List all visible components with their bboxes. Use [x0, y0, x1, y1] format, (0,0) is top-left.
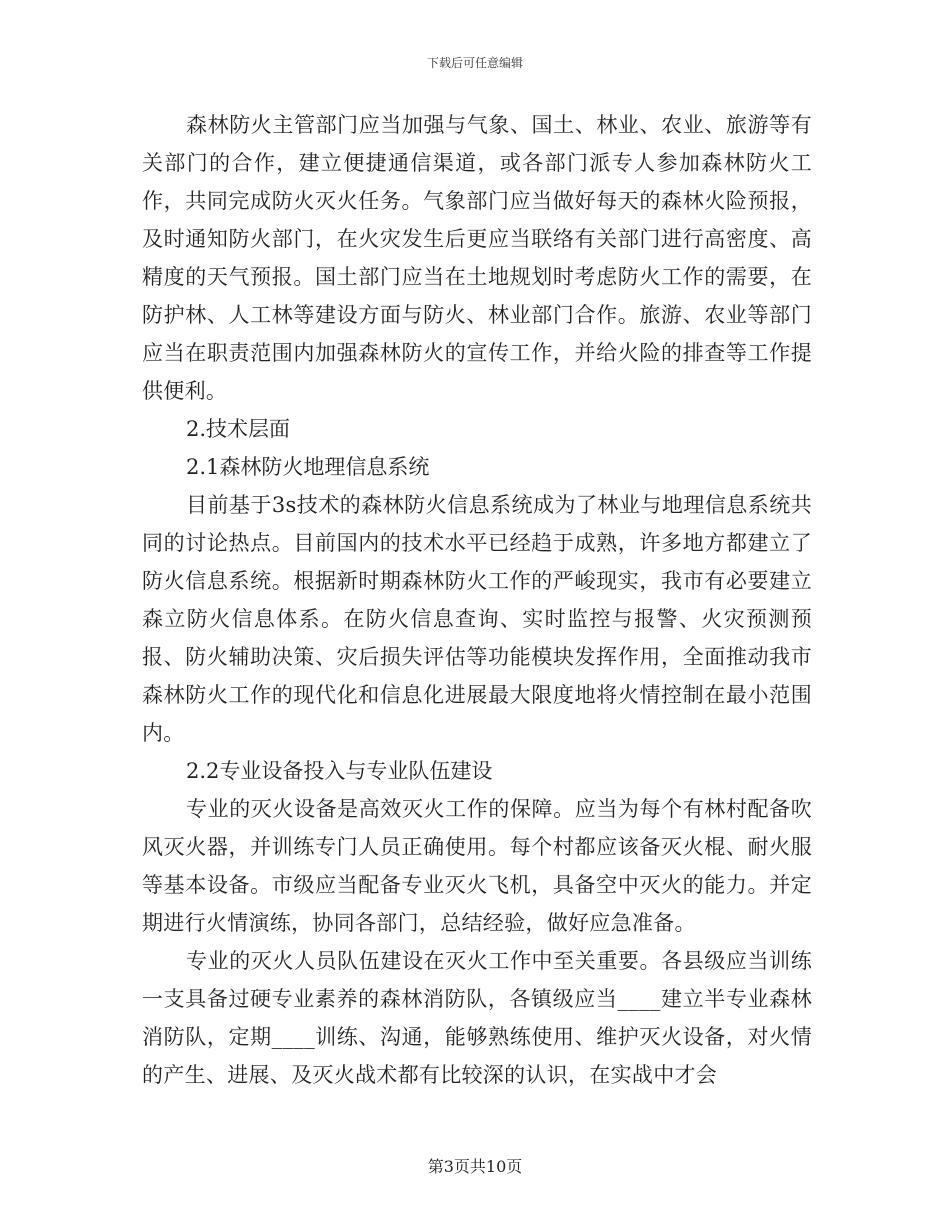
- paragraph-cooperation: 森林防火主管部门应当加强与气象、国土、林业、农业、旅游等有关部门的合作，建立便捷通信渠道，或各部门派专人参加森林防火工作，共同完成防火灭火任务。气象部门应当做好每天的森林火险预报，及时通知防火部门，在火灾发生后更应当联络有关部门进行高密度、高精度的天气预报。国土部门应当在土地规划时考虑防火工作的需要，在防护林、人工林等建设方面与防火、林业部门合作。旅游、农业等部门应当在职责范围内加强森林防火的宣传工作，并给火险的排查等工作提供便利。: [142, 113, 812, 403]
- page-header: 下载后可任意编辑: [426, 56, 523, 70]
- paragraph-team: 专业的灭火人员队伍建设在灭火工作中至关重要。各县级应当训练一支具备过硬专业素养的森林消防队，各镇级应当____建立半专业森林消防队，定期____训练、沟通，能够熟练使用、维护灭火设备，对火情的产生、进展、及灭火战术都有比较深的认识，在实战中才会: [142, 949, 812, 1087]
- document-body: [142, 106, 812, 1094]
- section-heading-technology: 2.技术层面: [186, 417, 291, 441]
- subsection-heading-equipment: 2.2专业设备投入与专业队伍建设: [186, 759, 493, 783]
- page-footer: 第3页共10页: [427, 1157, 523, 1176]
- subsection-heading-gis: 2.1森林防火地理信息系统: [186, 455, 430, 479]
- paragraph-gis: 目前基于3s技术的森林防火信息系统成为了林业与地理信息系统共同的讨论热点。目前国内的技术水平已经趋于成熟，许多地方都建立了防火信息系统。根据新时期森林防火工作的严峻现实，我市有必要建立森立防火信息体系。在防火信息查询、实时监控与报警、火灾预测预报、防火辅助决策、灾后损失评估等功能模块发挥作用，全面推动我市森林防火工作的现代化和信息化进展最大限度地将火情控制在最小范围内。: [142, 493, 812, 745]
- paragraph-equipment: 专业的灭火设备是高效灭火工作的保障。应当为每个有林村配备吹风灭火器，并训练专门人员正确使用。每个村都应该备灭火棍、耐火服等基本设备。市级应当配备专业灭火飞机，具备空中灭火的能力。并定期进行火情演练，协同各部门，总结经验，做好应急准备。: [142, 797, 812, 935]
